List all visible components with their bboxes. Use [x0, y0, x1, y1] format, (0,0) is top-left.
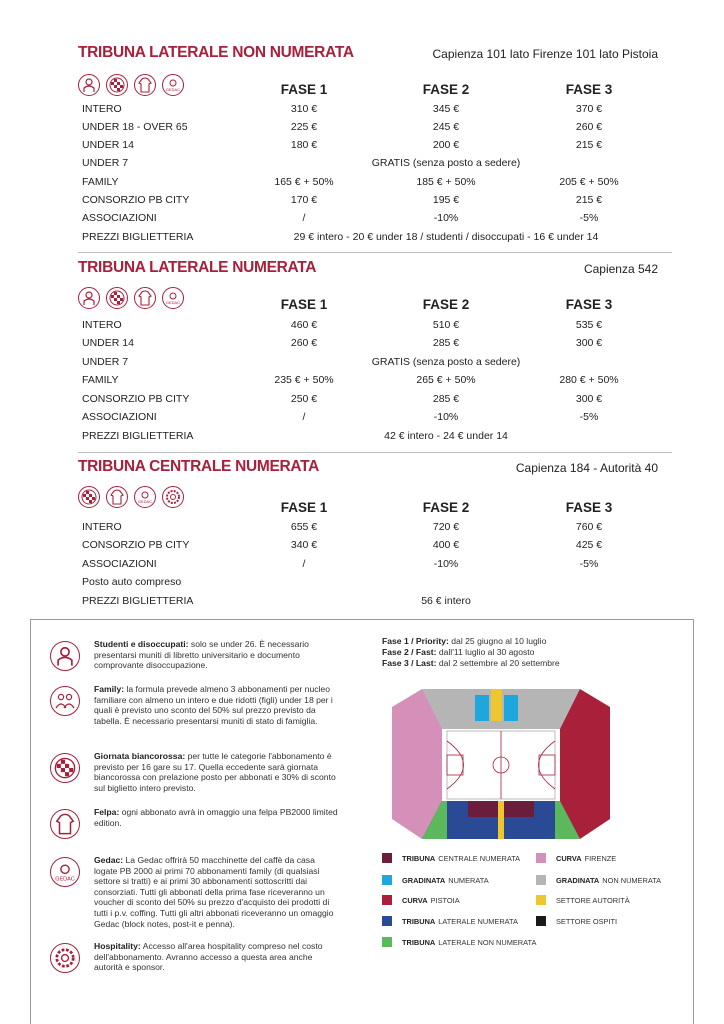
row-label: UNDER 14: [82, 337, 134, 349]
legend-swatch: [382, 853, 392, 863]
price-cell: 760 €: [575, 521, 603, 533]
price-cell: 370 €: [575, 103, 603, 115]
price-row: [82, 521, 672, 539]
phase-date-line: [382, 636, 560, 647]
price-cell: 310 €: [290, 103, 318, 115]
section-capacity: Capienza 542: [583, 262, 658, 276]
note-title: Hospitality:: [94, 941, 141, 951]
price-cell: 215 €: [575, 139, 603, 151]
legend-label: NON NUMERATA: [602, 875, 662, 885]
legend-swatch: [536, 853, 546, 863]
section-tribuna-laterale-non-numerata: [78, 44, 672, 254]
note-body: la formula prevede almeno 3 abbonamenti per nucleo familiare con almeno un intero e due ridotti (figli) under 18 per i quali è previsto uno sconto del 50% sul prezzo previsto da tabella. È necessario presentarsi muniti di stato di famiglia.: [94, 684, 333, 726]
price-row: [82, 393, 672, 411]
price-row: [82, 430, 672, 448]
phase-header: FASE 2: [422, 297, 470, 312]
price-cell: 235 € + 50%: [274, 374, 334, 386]
legend-label: LATERALE NUMERATA: [438, 916, 518, 926]
section-icons: [78, 486, 184, 508]
price-row: [82, 194, 672, 212]
price-cell: /: [302, 212, 306, 224]
note-text: [94, 807, 340, 839]
gedac-logo-text: GEDAC: [165, 300, 181, 305]
arena-seating-map: [392, 689, 610, 839]
sector-gradinata-numerata: [504, 695, 518, 721]
price-cell: 195 €: [432, 194, 460, 206]
legend-item: [382, 916, 518, 926]
price-cell: /: [302, 558, 306, 570]
price-span-cell: GRATIS (senza posto a sedere): [371, 157, 521, 169]
note-body: Accesso all'area hospitality compreso nel costo dell'abbonamento. Avranno accesso a questa area anche autorità e sponsor.: [94, 941, 323, 973]
price-row: [82, 212, 672, 230]
checkered-ball-icon: [106, 287, 128, 309]
price-cell: 285 €: [432, 337, 460, 349]
phase-date-title: Fase 2 / Fast:: [382, 647, 437, 657]
price-row: [82, 337, 672, 355]
student-icon: [50, 641, 80, 671]
family-icon: [50, 686, 80, 716]
legend-swatch: [382, 916, 392, 926]
phase-header: FASE 3: [565, 500, 613, 515]
note-giornata-biancorossa: [50, 751, 340, 793]
phase-date-title: Fase 1 / Priority:: [382, 636, 449, 646]
hospitality-icon: [162, 486, 184, 508]
legend-swatch: [536, 916, 546, 926]
hoodie-icon: [50, 809, 80, 839]
note-title: Gedac:: [94, 855, 124, 865]
price-span-cell: 29 € intero - 20 € under 18 / studenti / disoccupati - 16 € under 14: [293, 231, 599, 243]
section-title: TRIBUNA LATERALE NUMERATA: [78, 259, 317, 276]
legend-bold: CURVA: [556, 853, 582, 863]
student-icon: [78, 287, 100, 309]
legend-label: FIRENZE: [584, 853, 617, 863]
price-cell: 250 €: [290, 393, 318, 405]
price-cell: /: [302, 411, 306, 423]
legend-item: [536, 853, 616, 863]
price-cell: 205 € + 50%: [559, 176, 619, 188]
phase-date-range: dal 25 giugno al 10 luglio: [448, 636, 547, 646]
section-icons: [78, 74, 184, 96]
legend-swatch: [536, 875, 546, 885]
price-row: [82, 374, 672, 392]
row-label: CONSORZIO PB CITY: [82, 393, 190, 405]
phase-date-line: [382, 658, 560, 669]
price-row: [82, 121, 672, 139]
hoodie-icon: [134, 74, 156, 96]
price-cell: 345 €: [432, 103, 460, 115]
sector-tribuna-centrale-numerata: [504, 801, 534, 817]
price-cell: 510 €: [432, 319, 460, 331]
gedac-logo-text: GEDAC: [165, 87, 181, 92]
row-label: CONSORZIO PB CITY: [82, 194, 190, 206]
legend-swatch: [536, 895, 546, 905]
sector-tribuna-centrale-numerata: [468, 801, 498, 817]
gedac-icon: [134, 486, 156, 508]
price-cell: -10%: [433, 558, 459, 570]
price-cell: 720 €: [432, 521, 460, 533]
row-label: UNDER 7: [82, 356, 129, 368]
legend-swatch: [382, 875, 392, 885]
legend-item: [382, 875, 489, 885]
section-tribuna-laterale-numerata: [78, 259, 672, 449]
note-text: [94, 855, 340, 929]
phase-date-range: dal 2 settembre al 20 settembre: [436, 658, 560, 668]
note-family: [50, 684, 340, 726]
note-felpa: [50, 807, 340, 839]
legend-bold: TRIBUNA: [402, 853, 436, 863]
note-body: ogni abbonato avrà in omaggio una felpa PB2000 limited edition.: [94, 807, 338, 828]
price-cell: 425 €: [575, 539, 603, 551]
sector-settore-autorita-bottom: [498, 801, 504, 839]
note-title: Family:: [94, 684, 125, 694]
price-row: [82, 539, 672, 557]
phase-date-range: dall'11 luglio al 30 agosto: [436, 647, 535, 657]
legend-bold: GRADINATA: [556, 875, 600, 885]
row-label: FAMILY: [82, 374, 119, 386]
section-capacity: Capienza 184 - Autorità 40: [515, 461, 658, 475]
sector-settore-autorita-top: [491, 689, 502, 721]
phase-dates: [382, 636, 560, 669]
gedac-logo-text: GEDAC: [137, 499, 153, 504]
price-row: [82, 558, 672, 576]
price-cell: 300 €: [575, 393, 603, 405]
price-cell: 300 €: [575, 337, 603, 349]
legend-item: [536, 895, 630, 905]
phase-header: FASE 3: [565, 82, 613, 97]
price-cell: 225 €: [290, 121, 318, 133]
row-label: FAMILY: [82, 176, 119, 188]
phase-header: FASE 1: [280, 297, 328, 312]
checkered-ball-icon: [106, 74, 128, 96]
student-icon: [78, 74, 100, 96]
phase-header: FASE 2: [422, 500, 470, 515]
phase-header: FASE 2: [422, 82, 470, 97]
section-icons: [78, 287, 184, 309]
price-cell: 400 €: [432, 539, 460, 551]
sector-gradinata-numerata: [475, 695, 489, 721]
price-row: [82, 231, 672, 249]
price-cell: -10%: [433, 411, 459, 423]
legend-label: SETTORE OSPITI: [556, 916, 618, 926]
note-text: [94, 941, 340, 973]
legend-item: [536, 875, 661, 885]
hoodie-icon: [134, 287, 156, 309]
row-label: INTERO: [82, 521, 122, 533]
price-cell: 170 €: [290, 194, 318, 206]
price-cell: 280 € + 50%: [559, 374, 619, 386]
checkered-ball-icon: [78, 486, 100, 508]
price-row: [82, 157, 672, 175]
gedac-logo-text: GEDAC: [55, 876, 75, 883]
price-span-cell: 42 € intero - 24 € under 14: [384, 430, 508, 442]
price-row: [82, 103, 672, 121]
price-cell: 185 € + 50%: [416, 176, 476, 188]
price-cell: 340 €: [290, 539, 318, 551]
legend-item: [536, 916, 617, 926]
row-label: PREZZI BIGLIETTERIA: [82, 430, 194, 442]
row-label: PREZZI BIGLIETTERIA: [82, 595, 194, 607]
section-divider: [78, 252, 672, 253]
price-row: [82, 411, 672, 429]
price-cell: 165 € + 50%: [274, 176, 334, 188]
note-text: [94, 684, 340, 726]
checkered-ball-icon: [50, 753, 80, 783]
price-cell: 180 €: [290, 139, 318, 151]
row-label: Posto auto compreso: [82, 576, 182, 588]
price-cell: -5%: [579, 558, 599, 570]
note-title: Felpa:: [94, 807, 120, 817]
price-span-cell: 56 € intero: [421, 595, 471, 607]
note-gedac: [50, 855, 340, 929]
gedac-icon: [162, 287, 184, 309]
section-title: TRIBUNA CENTRALE NUMERATA: [78, 458, 320, 475]
row-label: UNDER 14: [82, 139, 134, 151]
hospitality-icon: [50, 943, 80, 973]
legend-bold: TRIBUNA: [402, 937, 436, 947]
price-span-cell: GRATIS (senza posto a sedere): [371, 356, 521, 368]
phase-date-line: [382, 647, 560, 658]
price-cell: -10%: [433, 212, 459, 224]
gedac-icon: [50, 857, 80, 887]
note-title: Giornata biancorossa:: [94, 751, 186, 761]
price-cell: 260 €: [290, 337, 318, 349]
price-cell: -5%: [579, 212, 599, 224]
note-hospitality: [50, 941, 340, 973]
legend-item: [382, 895, 460, 905]
legend-bold: GRADINATA: [402, 875, 446, 885]
row-label: UNDER 7: [82, 157, 129, 169]
section-divider: [78, 452, 672, 453]
note-text: [94, 639, 340, 671]
price-row: [82, 356, 672, 374]
price-cell: -5%: [579, 411, 599, 423]
row-label: INTERO: [82, 319, 122, 331]
price-cell: 215 €: [575, 194, 603, 206]
row-label: UNDER 18 - OVER 65: [82, 121, 188, 133]
legend-label: NUMERATA: [448, 875, 489, 885]
price-cell: 460 €: [290, 319, 318, 331]
legend-bold: TRIBUNA: [402, 916, 436, 926]
row-label: ASSOCIAZIONI: [82, 411, 157, 423]
section-title: TRIBUNA LATERALE NON NUMERATA: [78, 44, 354, 61]
price-cell: 260 €: [575, 121, 603, 133]
row-label: CONSORZIO PB CITY: [82, 539, 190, 551]
section-capacity: Capienza 101 lato Firenze 101 lato Pistoia: [432, 47, 658, 61]
price-row: [82, 176, 672, 194]
phase-date-title: Fase 3 / Last:: [382, 658, 437, 668]
note-body: La Gedac offrirà 50 macchinette del caffè da casa logate PB 2000 ai primi 70 abbonamenti family (di qualsiasi settore si tratti) e ai primi 30 abbonamenti sottoscritti dai consorziati. Tutti gli abbonati della prima fase riceveranno un voucher di sconto del 50% su prezzo d'acquisto dei prodotti di tutti i p.v. coffing. Tutti gli altri abbonati riceveranno un omaggio Gedac (block notes, post-it e penna).: [94, 855, 334, 929]
phase-header: FASE 3: [565, 297, 613, 312]
row-label: ASSOCIAZIONI: [82, 212, 157, 224]
price-cell: 245 €: [432, 121, 460, 133]
price-cell: 535 €: [575, 319, 603, 331]
price-cell: 265 € + 50%: [416, 374, 476, 386]
phase-header: FASE 1: [280, 82, 328, 97]
row-label: PREZZI BIGLIETTERIA: [82, 231, 194, 243]
note-title: Studenti e disoccupati:: [94, 639, 189, 649]
note-body: solo se under 26. È necessario presentarsi muniti di libretto universitario e documento comprovante disoccupazione.: [94, 639, 309, 671]
hoodie-icon: [106, 486, 128, 508]
price-row: [82, 576, 672, 594]
section-tribuna-centrale-numerata: [78, 458, 672, 618]
note-text: [94, 751, 340, 793]
price-cell: 655 €: [290, 521, 318, 533]
legend-label: SETTORE AUTORITÀ: [556, 895, 630, 905]
price-row: [82, 595, 672, 613]
legend-item: [382, 937, 536, 947]
price-row: [82, 319, 672, 337]
note-body: per tutte le categorie l'abbonamento è previsto per 16 gare su 17. Quella eccedente sarà giornata biancorossa con prelazione posto per abbonati e 30% di sconto sul biglietto intero previsto.: [94, 751, 336, 793]
legend-label: CENTRALE NUMERATA: [438, 853, 521, 863]
gedac-icon: [162, 74, 184, 96]
legend-item: [382, 853, 520, 863]
price-cell: 200 €: [432, 139, 460, 151]
legend-swatch: [382, 937, 392, 947]
price-cell: 285 €: [432, 393, 460, 405]
legend-bold: CURVA: [402, 895, 428, 905]
row-label: ASSOCIAZIONI: [82, 558, 157, 570]
legend-swatch: [382, 895, 392, 905]
note-students: [50, 639, 340, 671]
price-row: [82, 139, 672, 157]
phase-header: FASE 1: [280, 500, 328, 515]
legend-label: PISTOIA: [430, 895, 460, 905]
legend-label: LATERALE NON NUMERATA: [438, 937, 537, 947]
row-label: INTERO: [82, 103, 122, 115]
